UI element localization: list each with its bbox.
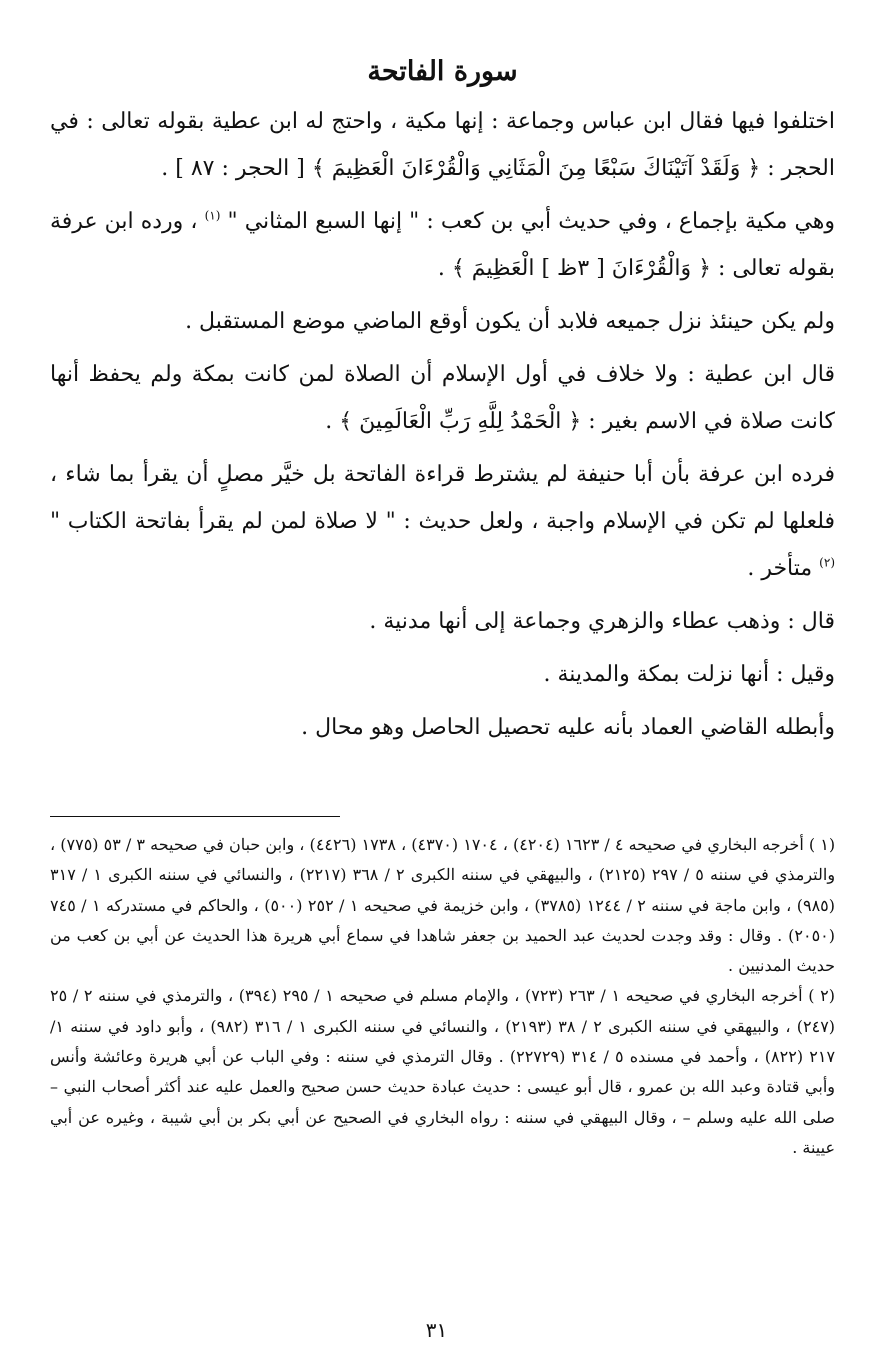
- paragraph-5-text-after: متأخر .: [747, 556, 820, 581]
- paragraph-5-text-before: فرده ابن عرفة بأن أبا حنيفة لم يشترط قراءة الفاتحة بل خيَّر مصلٍ أن يقرأ بما شاء ، فلعلها لم تكن في الإسلام واجبة ، ولعل حديث : " لا صلاة لمن لم يقرأ بفاتحة الكتاب ": [50, 462, 835, 534]
- paragraph-2-text-after: ، ورده ابن عرفة بقوله تعالى : ﴿ وَالْقُرْءَانَ [ ٣ظ ] الْعَظِيمَ ﴾ .: [50, 209, 835, 281]
- footnote-1: (١ ) أخرجه البخاري في صحيحه ٤ / ١٦٢٣ (٤٢٠٤) ، ١٧٠٤ (٤٣٧٠) ، ١٧٣٨ (٤٤٢٦) ، وابن حبان في صحيحه ٣ / ٥٣ (٧٧٥) ، والترمذي في سننه ٥ / ٢٩٧ (٢١٢٥) ، والبيهقي في سننه الكبرى ٢ / ٣٦٨ (٢٢١٧) ، والنسائي في سننه الكبرى ١ / ٣١٧ (٩٨٥) ، وابن ماجة في سننه ٢ / ١٢٤٤ (٣٧٨٥) ، وابن خزيمة في صحيحه ١ / ٢٥٢ (٥٠٠) ، والحاكم في مستدركه ١ / ٧٤٥ (٢٠٥٠) . وقال : وقد وجدت لحديث عبد الحميد بن جعفر شاهدا في سماع أبي هريرة هذا الحديث عن أبي بن كعب من حديث المدنيين .: [50, 835, 836, 976]
- page-title: سورة الفاتحة: [367, 56, 518, 87]
- footnote-ref-1: (١): [204, 208, 221, 223]
- paragraph-5: [50, 451, 835, 592]
- paragraph-7: وقيل : أنها نزلت بمكة والمدينة .: [543, 662, 835, 687]
- page-number: ٣١: [425, 1318, 448, 1342]
- paragraph-3: ولم يكن حينئذ نزل جميعه فلابد أن يكون أوقع الماضي موضع المستقبل .: [185, 309, 835, 334]
- paragraph-2-text-before: وهي مكية بإجماع ، وفي حديث أبي بن كعب : " إنها السبع المثاني ": [227, 209, 836, 234]
- paragraph-4: قال ابن عطية : ولا خلاف في أول الإسلام أن الصلاة لمن كانت بمكة ولم يحفظ أنها كانت صلاة في الاسم بغير : ﴿ الْحَمْدُ لِلَّهِ رَبِّ الْعَالَمِينَ ﴾ .: [50, 362, 835, 434]
- footnote-ref-2: (٢): [819, 555, 835, 570]
- paragraph-8: وأبطله القاضي العماد بأنه عليه تحصيل الحاصل وهو محال .: [301, 715, 835, 740]
- footnote-divider: [50, 816, 340, 817]
- footnotes: [50, 830, 835, 1163]
- paragraph-1: اختلفوا فيها فقال ابن عباس وجماعة : إنها مكية ، واحتج له ابن عطية بقوله تعالى : في الحجر : ﴿ وَلَقَدْ آتَيْنَاكَ سَبْعًا مِنَ الْمَثَانِي وَالْقُرْءَانَ الْعَظِيمَ ﴾ [ الحجر : ٨٧ ] .: [50, 109, 835, 181]
- footnote-2: (٢ ) أخرجه البخاري في صحيحه ١ / ٢٦٣ (٧٢٣) ، والإمام مسلم في صحيحه ١ / ٢٩٥ (٣٩٤) ، والترمذي في سننه ٢ / ٢٥ (٢٤٧) ، والبيهقي في سننه الكبرى ٢ / ٣٨ (٢١٩٣) ، والنسائي في سننه الكبرى ١ / ٣١٦ (٩٨٢) ، وأبو داود في سننه ١/ ٢١٧ (٨٢٢) ، وأحمد في مسنده ٥ / ٣١٤ (٢٢٧٢٩) . وقال الترمذي في سننه : وفي الباب عن أبي هريرة وعائشة وأنس وأبي قتادة وعبد الله بن عمرو ، قال أبو عيسى : حديث عبادة حديث حسن صحيح والعمل عليه عند أكثر أصحاب النبي – صلى الله عليه وسلم – ، وقال البيهقي في سننه : رواه البخاري في الصحيح عن أبي بكر بن أبي شيبة ، وغيره عن أبي عيينة .: [50, 986, 836, 1157]
- paragraph-6: قال : وذهب عطاء والزهري وجماعة إلى أنها مدنية .: [369, 609, 835, 634]
- main-text: [50, 98, 835, 751]
- paragraph-2: [50, 198, 835, 292]
